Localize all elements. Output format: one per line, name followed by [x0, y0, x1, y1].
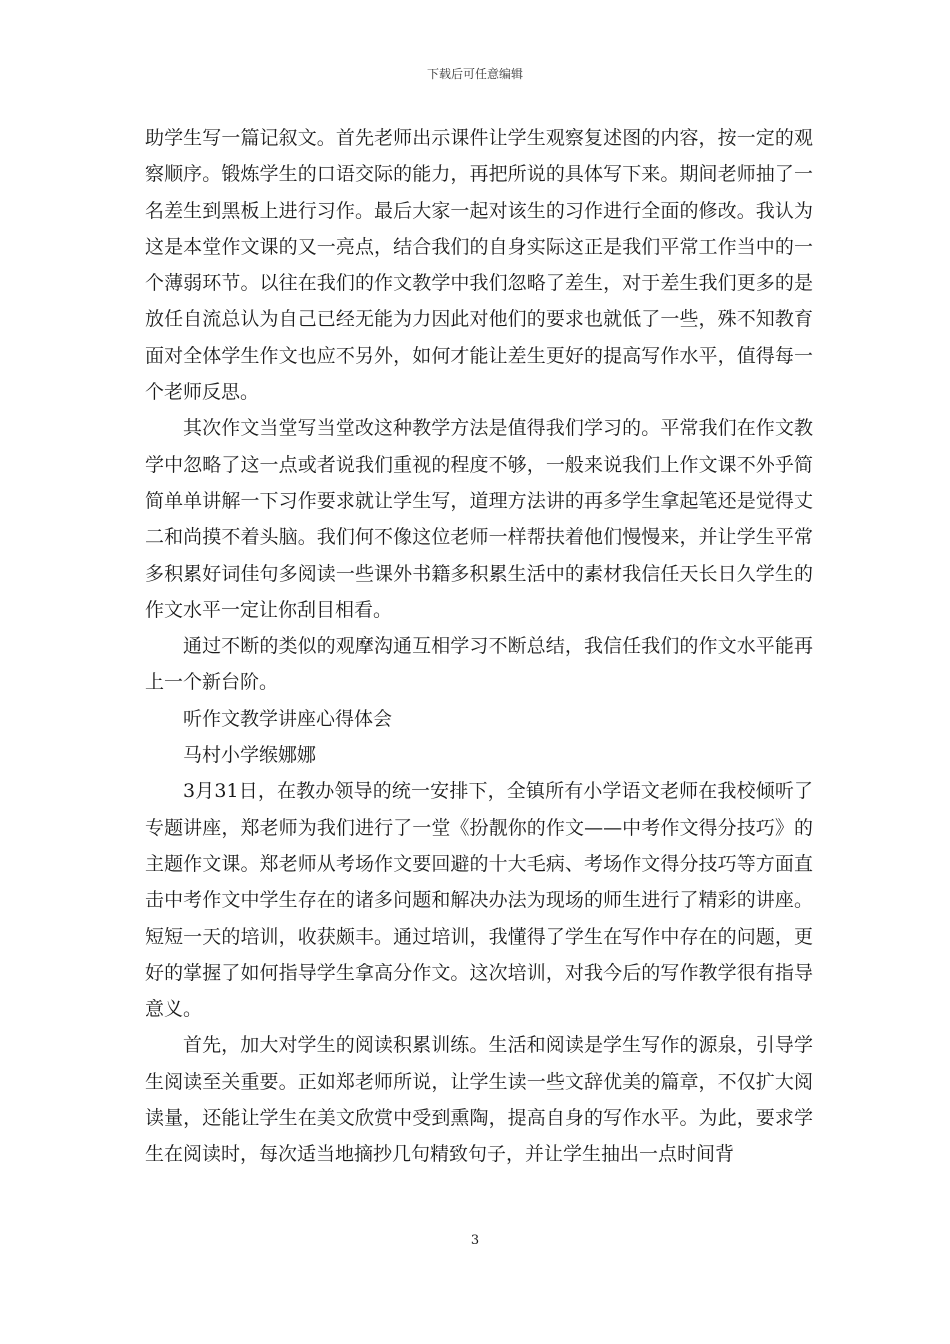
paragraph: 其次作文当堂写当堂改这种教学方法是值得我们学习的。平常我们在作文教学中忽略了这一点或者说我们重视的程度不够，一般来说我们上作文课不外乎简简单单讲解一下习作要求就让学生写，道理方法讲的再多学生拿起笔还是觉得丈二和尚摸不着头脑。我们何不像这位老师一样帮扶着他们慢慢来，并让学生平常多积累好词佳句多阅读一些课外书籍多积累生活中的素材我信任天长日久学生的作文水平一定让你刮目相看。 [145, 417, 813, 621]
page-header: 下载后可任意编辑 [426, 67, 523, 81]
page-number: 3 [470, 1233, 480, 1248]
essay-title: 听作文教学讲座心得体会 [183, 707, 393, 730]
author-line: 马村小学缑娜娜 [183, 744, 317, 767]
document-body [145, 120, 813, 1173]
paragraph: 首先，加大对学生的阅读积累训练。生活和阅读是学生写作的源泉，引导学生阅读至关重要。正如郑老师所说，让学生读一些文辞优美的篇章，不仅扩大阅读量，还能让学生在美文欣赏中受到熏陶，提高自身的写作水平。为此，要求学生在阅读时，每次适当地摘抄几句精致句子，并让学生抽出一点时间背 [145, 1034, 813, 1166]
paragraph: 通过不断的类似的观摩沟通互相学习不断总结，我信任我们的作文水平能再上一个新台阶。 [145, 635, 813, 694]
paragraph: 3月31日，在教办领导的统一安排下，全镇所有小学语文老师在我校倾听了专题讲座，郑老师为我们进行了一堂《扮靓你的作文——中考作文得分技巧》的主题作文课。郑老师从考场作文要回避的十大毛病、考场作文得分技巧等方面直击中考作文中学生存在的诸多问题和解决办法为现场的师生进行了精彩的讲座。短短一天的培训，收获颇丰。通过培训，我懂得了学生在写作中存在的问题，更好的掌握了如何指导学生拿高分作文。这次培训，对我今后的写作教学很有指导意义。 [145, 780, 813, 1021]
paragraph-continuation: 助学生写一篇记叙文。首先老师出示课件让学生观察复述图的内容，按一定的观察顺序。锻炼学生的口语交际的能力，再把所说的具体写下来。期间老师抽了一名差生到黑板上进行习作。最后大家一起对该生的习作进行全面的修改。我认为这是本堂作文课的又一亮点，结合我们的自身实际这正是我们平常工作当中的一个薄弱环节。以往在我们的作文教学中我们忽略了差生，对于差生我们更多的是放任自流总认为自己已经无能为力因此对他们的要求也就低了一些，殊不知教育面对全体学生作文也应不另外，如何才能让差生更好的提高写作水平，值得每一个老师反思。 [145, 127, 813, 404]
